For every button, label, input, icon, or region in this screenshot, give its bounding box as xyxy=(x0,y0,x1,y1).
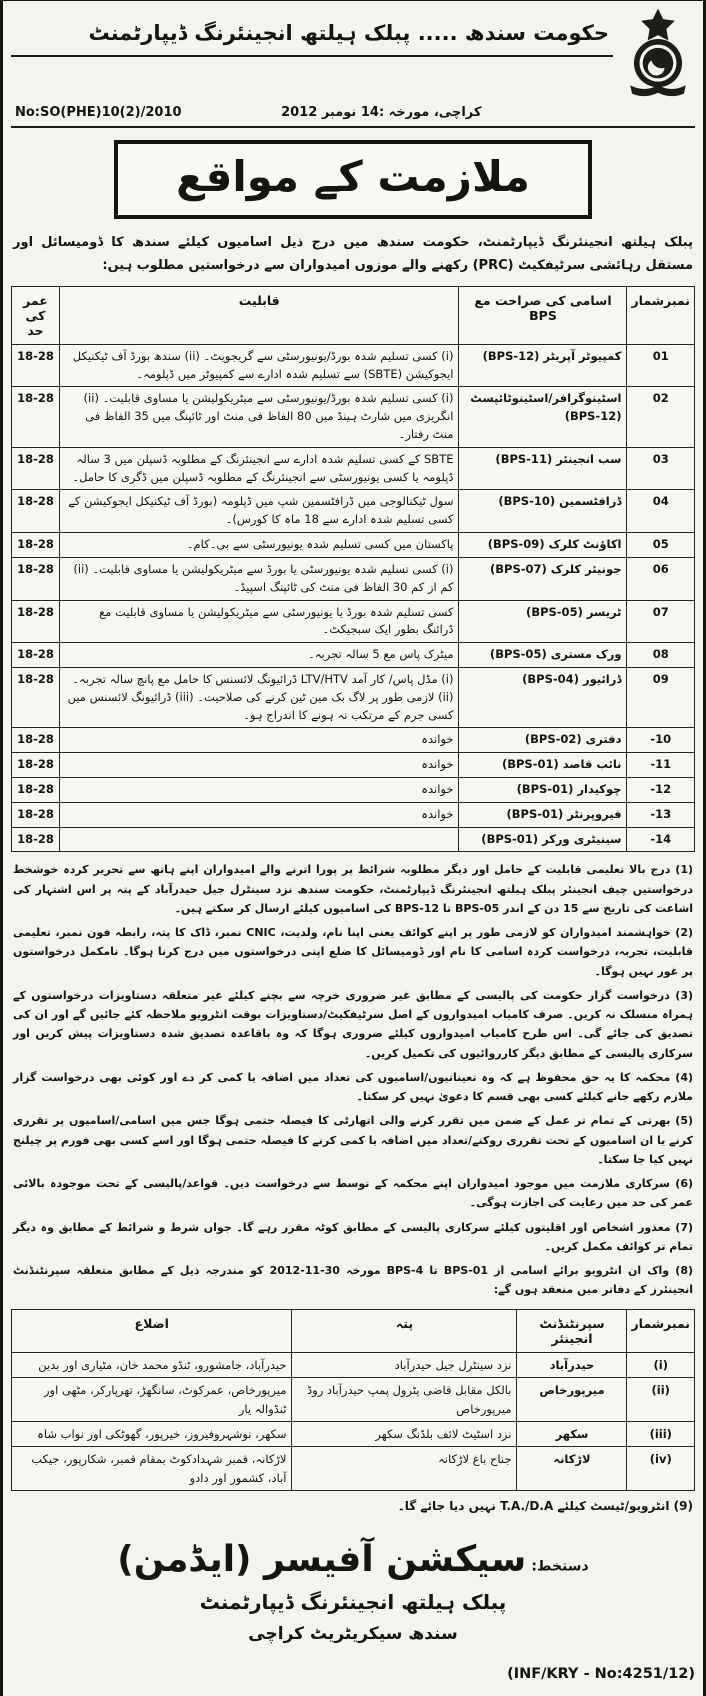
post-cell: دفتری (BPS-02) xyxy=(459,728,627,753)
age-cell: 18-28 xyxy=(12,827,60,852)
address-cell: جناح باغ لاڑکانہ xyxy=(292,1447,517,1491)
condition-item: (2) خواہشمند امیدواران کو لازمی طور پر اپنے کوائف یعنی اپنا نام، ولدیت، CNIC نمبر، ڈاک کا پتہ، رابطہ فون نمبر، تعلیمی قابلیت، تجربہ، درخواست کردہ اسامی کا نام اور ڈومیسائل کا ضلع اپنی درخواستوں میں درج کرنا ہوگا۔ نامکمل درخواستوں پر غور نہیں ہوگا۔ xyxy=(13,926,693,978)
intro-text: پبلک ہیلتھ انجینئرنگ ڈیپارٹمنٹ، حکومت سندھ میں درج ذیل اسامیوں کیلئے سندھ کا ڈومیسائل اور مستقل رہائشی سرٹیفکیٹ (PRC) رکھنے والے موزوں امیدواران سے درخواستیں مطلوب ہیں: xyxy=(13,235,693,274)
header-age: عمر کی حد xyxy=(12,286,60,344)
office-serial-cell: (i) xyxy=(627,1352,695,1377)
post-cell: فیروپرنٹر (BPS-01) xyxy=(459,802,627,827)
serial-cell: -11 xyxy=(627,753,695,778)
serial-cell: -13 xyxy=(627,802,695,827)
table-row xyxy=(12,1421,695,1446)
banner-title: ملازمت کے مواقع xyxy=(176,152,530,201)
header-post: اسامی کی صراحت مع BPS xyxy=(459,286,627,344)
districts-cell: میرپورخاص، عمرکوٹ، سانگھڑ، تھرپارکر، مٹھی اور ٹنڈوالہ یار xyxy=(12,1378,292,1422)
qualification-cell: کسی تسلیم شدہ بورڈ یا یونیورسٹی سے میٹریکولیشن یا مساوی قابلیت مع ڈرائنگ بطور ایک سبجیکٹ۔ xyxy=(60,600,459,643)
header-superintendent-engineer: سپرنٹنڈنٹ انجینئر xyxy=(517,1309,627,1352)
footer-reference-number: (INF/KRY - No:4251/12) xyxy=(507,1666,695,1683)
jobs-table xyxy=(11,286,695,853)
header-office-serial: نمبرشمار xyxy=(627,1309,695,1352)
post-cell: جونیئر کلرک (BPS-07) xyxy=(459,557,627,600)
engineer-cell: میرپورخاص xyxy=(517,1378,627,1422)
header-address: پتہ xyxy=(292,1309,517,1352)
age-cell: 18-28 xyxy=(12,344,60,387)
age-cell: 18-28 xyxy=(12,557,60,600)
jobs-table-header-row xyxy=(12,286,695,344)
engineer-cell: لاڑکانہ xyxy=(517,1447,627,1491)
signature-label: دستخط: xyxy=(531,1558,589,1575)
header-districts: اضلاع xyxy=(12,1309,292,1352)
age-cell: 18-28 xyxy=(12,533,60,558)
reference-line xyxy=(11,101,695,128)
header-serial: نمبرشمار xyxy=(627,286,695,344)
table-row xyxy=(12,753,695,778)
reference-number: No:SO(PHE)10(2)/2010 xyxy=(15,105,182,120)
table-row xyxy=(12,490,695,533)
condition-item: (3) درخواست گزار حکومت کی پالیسی کے مطابق غیر ضروری خرچہ سے بچنے کیلئے غیر متعلقہ دستاویزات درخواستوں کے ہمراہ منسلک نہ کریں۔ صرف کامیاب امیدواروں کے اصل سرٹیفکیٹ/دستاویزات بوقت انٹرویو ملاحظہ کئے جائیں گے اور ان کی تصدیق کی جائے گی۔ اس طرح کامیاب امیدواروں کیلئے ضروری ہوگا کہ وہ باقاعدہ تصدیق شدہ دستاویزات پیش کریں اور سرکاری پالیسی کے مطابق دیگر کارروائیوں کی تکمیل کریں۔ xyxy=(13,988,693,1060)
table-row xyxy=(12,600,695,643)
address-cell: بالکل مقابل قاضی پٹرول پمپ حیدرآباد روڈ میرپورخاص xyxy=(292,1378,517,1422)
office-serial-cell: (ii) xyxy=(627,1378,695,1422)
serial-cell: 01 xyxy=(627,344,695,387)
qualification-cell: SBTE کے کسی تسلیم شدہ ادارے سے انجینئرنگ کے مطلوبہ ڈسپلن میں 3 سالہ ڈپلومہ یا کسی یونیورسٹی سے انجینئرنگ کے مطلوبہ ڈسپلن میں ڈگری کا حامل۔ xyxy=(60,447,459,490)
condition-item: (6) سرکاری ملازمت میں موجود امیدواران اپنے محکمہ کے توسط سے درخواست دیں۔ قواعد/پالیسی کے تحت موجودہ بالائی عمر کی حد میں رعایت کی اجازت ہوگی۔ xyxy=(13,1177,693,1210)
post-cell: سینیٹری ورکر (BPS-01) xyxy=(459,827,627,852)
age-cell: 18-28 xyxy=(12,643,60,668)
table-row xyxy=(12,344,695,387)
post-cell: ڈرافٹسمین (BPS-10) xyxy=(459,490,627,533)
districts-cell: حیدرآباد، جامشورو، ٹنڈو محمد خان، مٹیاری اور بدین xyxy=(12,1352,292,1377)
post-cell: ٹریسر (BPS-05) xyxy=(459,600,627,643)
date-line: کراچی، مورخہ :14 نومبر 2012 xyxy=(281,105,482,120)
condition-item: (7) معذور اشخاص اور اقلیتوں کیلئے سرکاری پالیسی کے مطابق کوٹہ مقرر رہے گا۔ جواں شرط و شرائط کے مطابق وہ دیگر تمام تر کوائف مکمل کریں۔ xyxy=(13,1220,693,1253)
signature-line xyxy=(11,1539,695,1580)
serial-cell: 08 xyxy=(627,643,695,668)
age-cell: 18-28 xyxy=(12,447,60,490)
post-cell: نائب قاصد (BPS-01) xyxy=(459,753,627,778)
qualification-cell: (i) کسی تسلیم شدہ یونیورسٹی یا بورڈ سے میٹریکولیشن یا مساوی قابلیت۔ (ii) کم از کم 30 الفاظ فی منٹ کی ٹائپنگ اسپیڈ۔ xyxy=(60,557,459,600)
signature-secretariat: سندھ سیکریٹریٹ کراچی xyxy=(248,1624,458,1645)
post-cell: سب انجینئر (BPS-11) xyxy=(459,447,627,490)
age-cell: 18-28 xyxy=(12,728,60,753)
post-cell: اکاؤنٹ کلرک (BPS-09) xyxy=(459,533,627,558)
office-serial-cell: (iv) xyxy=(627,1447,695,1491)
condition-item: (4) محکمہ کا یہ حق محفوظ ہے کہ وہ تعیناتیوں/اسامیوں کی تعداد میں اضافہ یا کمی کر دے اور کوئی بھی درخواست گزار ملازم رکھے جانے کیلئے کسی بھی قسم کا دعویٰ نہیں کر سکتا۔ xyxy=(13,1070,693,1104)
table-row xyxy=(12,1378,695,1422)
condition-item: (8) واک ان انٹرویو برائے اسامی از BPS-01 تا BPS-4 مورخہ 30-11-2012 کو مندرجہ ذیل کے مطابق متعلقہ سپرنٹنڈنٹ انجینئرز کے دفاتر میں منعقد ہوں گے: xyxy=(13,1264,694,1297)
address-cell: نزد اسٹیٹ لائف بلڈنگ سکھر xyxy=(292,1421,517,1446)
qualification-cell: میٹرک پاس مع 5 سالہ تجربہ۔ xyxy=(60,643,459,668)
serial-cell: -14 xyxy=(627,827,695,852)
qualification-cell: (i) مڈل پاس/ کار آمد LTV/HTV ڈرائیونگ لائسنس کا حامل مع پانچ سالہ تجربہ۔ (ii) لازمی طور پر لاگ بک مین ٹین کرنے کی صلاحیت۔ (iii) ڈرائیونگ لائسنس میں کسی جرم کے مرتکب نہ ہونے کا اندراج ہو۔ xyxy=(60,667,459,727)
post-cell: اسٹینوگرافر/اسٹینوٹائپسٹ (BPS-12) xyxy=(459,387,627,447)
age-cell: 18-28 xyxy=(12,802,60,827)
age-cell: 18-28 xyxy=(12,667,60,727)
engineer-cell: حیدرآباد xyxy=(517,1352,627,1377)
districts-cell: لاڑکانہ، قمبر شہدادکوٹ بمقام قمبر، شکارپور، جیکب آباد، کشمور اور دادو xyxy=(12,1447,292,1491)
department-title: حکومت سندھ ..... پبلک ہیلتھ انجینئرنگ ڈیپارٹمنٹ xyxy=(11,7,613,57)
serial-cell: 04 xyxy=(627,490,695,533)
header-qualification: قابلیت xyxy=(60,286,459,344)
age-cell: 18-28 xyxy=(12,778,60,803)
qualification-cell: خواندہ xyxy=(60,778,459,803)
qualification-cell xyxy=(60,827,459,852)
table-row xyxy=(12,667,695,727)
table-row xyxy=(12,802,695,827)
qualification-cell: خواندہ xyxy=(60,753,459,778)
serial-cell: 03 xyxy=(627,447,695,490)
offices-table xyxy=(11,1309,695,1491)
condition-item: (5) بھرتی کے تمام تر عمل کے ضمن میں تقرر کرنے والی اتھارٹی کا فیصلہ حتمی ہوگا جس میں اسامی/اسامیوں پر تقرری کرنے یا ان اسامیوں کے تحت تقرری روکنے/تعداد میں اضافہ یا کمی کرنے کا فیصلہ حتمی ہوگا اور اسے کسی بھی فورم پر چیلنج نہیں کیا جا سکتا۔ xyxy=(13,1114,693,1166)
qualification-cell: خواندہ xyxy=(60,728,459,753)
job-opportunities-banner xyxy=(114,140,593,219)
table-row xyxy=(12,728,695,753)
signature-department: پبلک ہیلتھ انجینئرنگ ڈیپارٹمنٹ xyxy=(199,1590,507,1615)
serial-cell: -12 xyxy=(627,778,695,803)
conditions-section xyxy=(11,852,695,1308)
post-cell: ڈرائیور (BPS-04) xyxy=(459,667,627,727)
masthead xyxy=(11,7,695,101)
table-row xyxy=(12,1447,695,1491)
table-row xyxy=(12,447,695,490)
serial-cell: 09 xyxy=(627,667,695,727)
serial-cell: -10 xyxy=(627,728,695,753)
table-row xyxy=(12,1352,695,1377)
post-cell: کمپیوٹر آپریٹر (BPS-12) xyxy=(459,344,627,387)
offices-table-header-row xyxy=(12,1309,695,1352)
post-cell: ورک مستری (BPS-05) xyxy=(459,643,627,668)
sindh-government-emblem-icon xyxy=(621,7,695,101)
table-row xyxy=(12,533,695,558)
table-row xyxy=(12,643,695,668)
table-row xyxy=(12,387,695,447)
table-row xyxy=(12,557,695,600)
table-row xyxy=(12,827,695,852)
serial-cell: 05 xyxy=(627,533,695,558)
table-row xyxy=(12,778,695,803)
age-cell: 18-28 xyxy=(12,490,60,533)
serial-cell: 02 xyxy=(627,387,695,447)
address-cell: نزد سینٹرل جیل حیدرآباد xyxy=(292,1352,517,1377)
qualification-cell: پاکستان میں کسی تسلیم شدہ یونیورسٹی سے بی۔کام۔ xyxy=(60,533,459,558)
officer-title: سیکشن آفیسر (ایڈمن) xyxy=(117,1539,527,1581)
engineer-cell: سکھر xyxy=(517,1421,627,1446)
office-serial-cell: (iii) xyxy=(627,1421,695,1446)
serial-cell: 07 xyxy=(627,600,695,643)
qualification-cell: (i) کسی تسلیم شدہ بورڈ/یونیورسٹی سے میٹریکولیشن یا مساوی قابلیت۔ (ii) انگریزی میں شارٹ ہینڈ میں 80 الفاظ فی منٹ اور ٹائپنگ میں 35 الفاظ فی منٹ رفتار۔ xyxy=(60,387,459,447)
qualification-cell: سول ٹیکنالوجی میں ڈرافٹسمین شپ میں ڈپلومہ (بورڈ آف ٹیکنیکل ایجوکیشن کے کسی تسلیم شدہ ادارے سے 18 ماہ کا کورس)۔ xyxy=(60,490,459,533)
note-ta-da: (9) انٹرویو/ٹیسٹ کیلئے T.A./D.A نہیں دیا جائے گا۔ xyxy=(397,1499,693,1514)
condition-item: (1) درج بالا تعلیمی قابلیت کے حامل اور دیگر مطلوبہ شرائط پر پورا اترنے والے امیدواران اپنے ہاتھ سے تحریر کردہ خوشخط درخواستیں چیف انجینئر پبلک ہیلتھ انجینئرنگ ڈیپارٹمنٹ، حکومت سندھ نزد سینٹرل جیل حیدرآباد کے پتہ پر اس اشتہار کی اشاعت کی تاریخ سے 15 دن کے اندر BPS-05 تا BPS-12 کی اسامیوں کیلئے ارسال کر سکتے ہیں۔ xyxy=(13,863,693,915)
post-cell: چوکیدار (BPS-01) xyxy=(459,778,627,803)
districts-cell: سکھر، نوشہروفیروز، خیرپور، گھوٹکی اور نواب شاہ xyxy=(12,1421,292,1446)
signature-block xyxy=(11,1539,695,1644)
serial-cell: 06 xyxy=(627,557,695,600)
age-cell: 18-28 xyxy=(12,387,60,447)
qualification-cell: (i) کسی تسلیم شدہ بورڈ/یونیورسٹی سے گریجویٹ۔ (ii) سندھ بورڈ آف ٹیکنیکل ایجوکیشن (SBTE) سے تسلیم شدہ ادارے سے کمپیوٹر میں ڈپلومہ۔ xyxy=(60,344,459,387)
qualification-cell: خواندہ xyxy=(60,802,459,827)
age-cell: 18-28 xyxy=(12,753,60,778)
age-cell: 18-28 xyxy=(12,600,60,643)
